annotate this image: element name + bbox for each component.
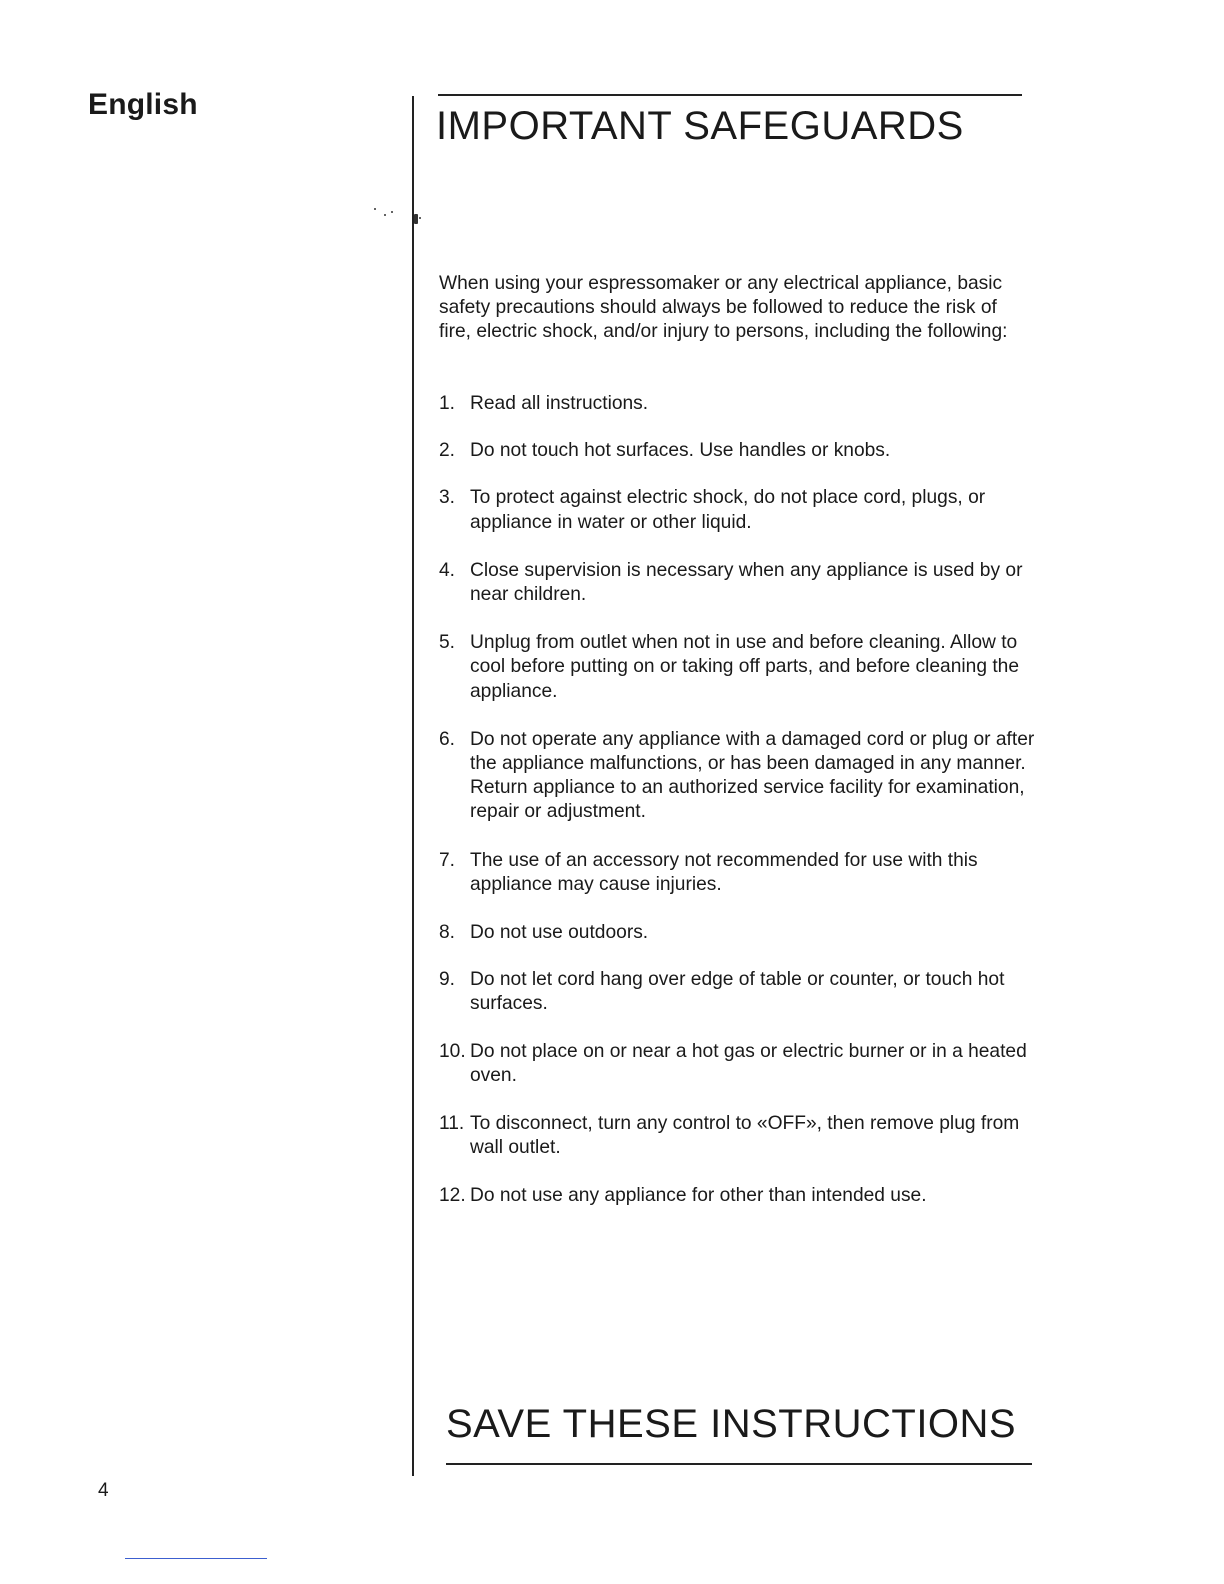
safeguard-number: 1.	[439, 393, 456, 414]
safeguard-number: 12.	[439, 1185, 466, 1207]
safeguard-number: 8.	[439, 922, 456, 944]
safeguard-item	[439, 392, 1039, 416]
safeguard-text: Do not operate any appliance with a damaged cord or plug or after the appliance malfunctions, or has been damaged in any manner. Return appliance to an authorized service facility for examination, repair or adjustment.	[470, 728, 1035, 823]
safeguard-text: Read all instructions.	[470, 393, 649, 414]
safeguard-text: To protect against electric shock, do not place cord, plugs, or appliance in water or other liquid.	[470, 487, 986, 533]
safeguard-number: 5.	[439, 632, 456, 654]
vertical-divider	[412, 96, 414, 1476]
safeguard-text: Do not place on or near a hot gas or electric burner or in a heated oven.	[470, 1040, 1027, 1086]
safeguard-number: 3.	[439, 487, 456, 509]
safeguard-item	[439, 439, 1039, 463]
scan-speck	[384, 214, 386, 216]
safeguard-text: The use of an accessory not recommended for use with this appliance may cause injuries.	[470, 849, 978, 895]
safeguard-text: Do not touch hot surfaces. Use handles or knobs.	[470, 440, 891, 462]
safeguard-item	[439, 1184, 1039, 1208]
safeguard-number: 9.	[439, 969, 456, 991]
scan-speck	[391, 211, 393, 213]
safeguard-number: 6.	[439, 728, 456, 750]
language-label: English	[88, 88, 198, 121]
safeguard-number: 4.	[439, 559, 456, 581]
scan-speck	[414, 214, 418, 224]
safeguard-text: Do not use any appliance for other than intended use.	[470, 1185, 927, 1207]
scan-speck	[374, 208, 376, 210]
safeguard-item	[439, 559, 1039, 607]
safeguards-list	[439, 392, 1039, 1209]
safeguard-item	[439, 486, 1039, 534]
safeguard-text: Close supervision is necessary when any appliance is used by or near children.	[470, 559, 1023, 606]
safeguard-item	[439, 849, 1039, 897]
safeguard-number: 2.	[439, 440, 456, 462]
safeguard-text: To disconnect, turn any control to «OFF», then remove plug from wall outlet.	[470, 1113, 1020, 1159]
safeguard-item	[439, 1112, 1039, 1160]
safeguard-number: 11.	[439, 1113, 465, 1135]
safeguard-number: 10.	[439, 1040, 466, 1062]
safeguard-text: Unplug from outlet when not in use and before cleaning. Allow to cool before putting on or taking off parts, and before cleaning the appliance.	[470, 632, 1019, 702]
page-number: 4	[98, 1480, 109, 1501]
safeguard-item	[439, 921, 1039, 945]
safeguard-item	[439, 1040, 1039, 1088]
title-rule	[438, 94, 1022, 96]
save-instructions-heading: SAVE THESE INSTRUCTIONS	[446, 1402, 1017, 1446]
safeguard-item	[439, 968, 1039, 1016]
safeguard-item	[439, 631, 1039, 704]
intro-paragraph: When using your espressomaker or any electrical appliance, basic safety precautions should always be followed to reduce the risk of fire, electric shock, and/or injury to persons, including the following:	[439, 273, 1008, 343]
scan-speck	[419, 217, 421, 219]
footer-rule	[446, 1463, 1032, 1465]
bottom-edge-line	[125, 1558, 267, 1559]
safeguard-number: 7.	[439, 849, 456, 871]
safeguard-text: Do not let cord hang over edge of table or counter, or touch hot surfaces.	[470, 969, 1005, 1015]
page-title: IMPORTANT SAFEGUARDS	[436, 104, 964, 148]
safeguard-text: Do not use outdoors.	[470, 922, 649, 944]
safeguard-item	[439, 728, 1039, 825]
